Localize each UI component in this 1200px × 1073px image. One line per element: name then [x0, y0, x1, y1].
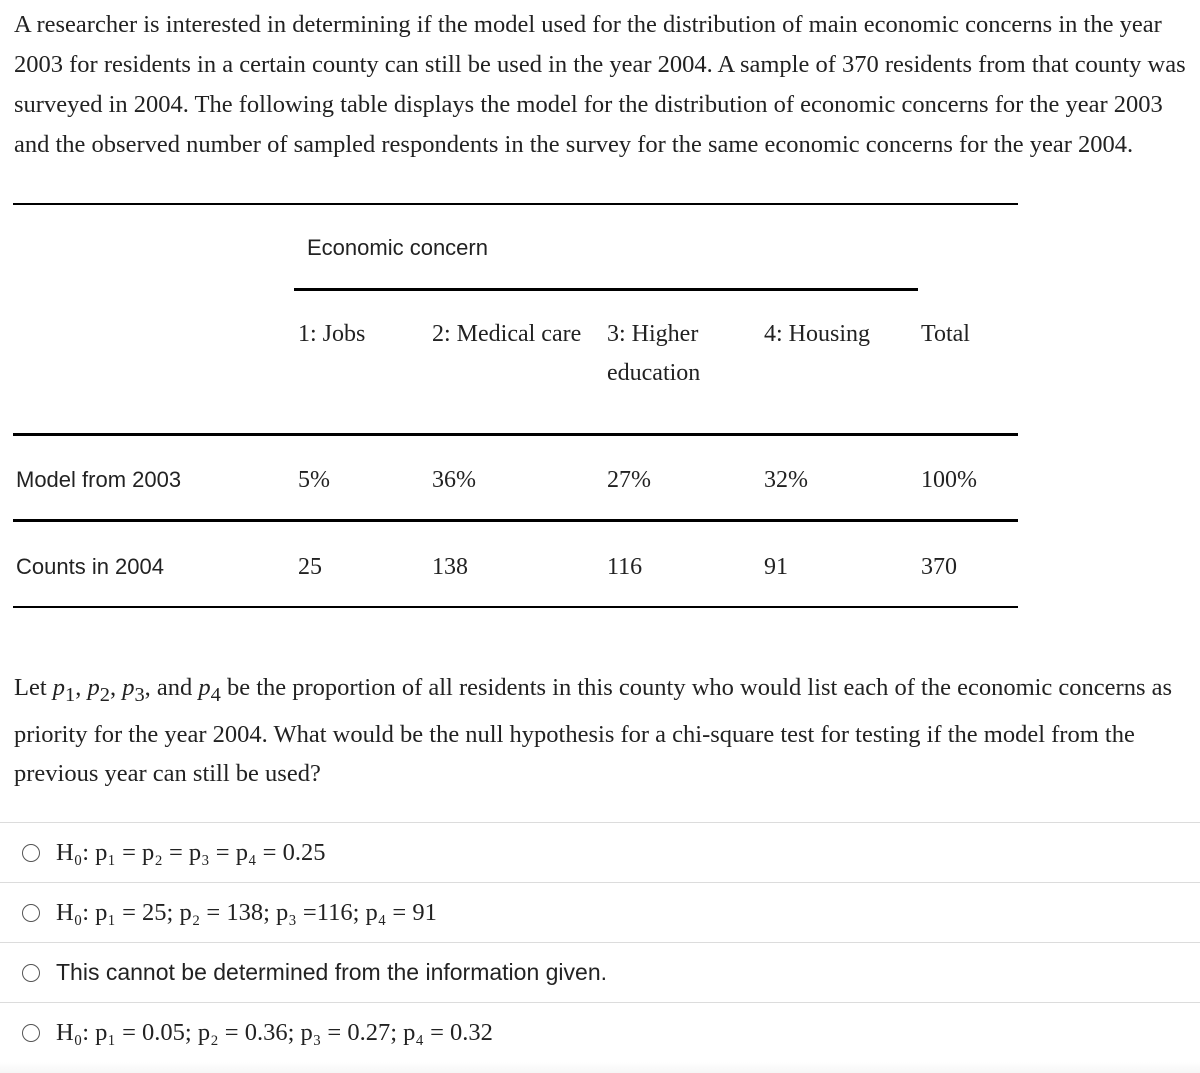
- counts-total: 370: [921, 554, 957, 580]
- header-bottom-rule: [13, 433, 1018, 436]
- model-housing: 32%: [764, 467, 808, 493]
- counts-jobs: 25: [298, 554, 322, 580]
- answer-option-label: H₀: p₁ = 0.05; p₂ = 0.36; p₃ = 0.27; p₄ = 0.32: [56, 1018, 493, 1046]
- p1-subscript: 1: [65, 683, 76, 706]
- model-jobs: 5%: [298, 467, 330, 493]
- p4-subscript: 4: [210, 683, 221, 706]
- table-top-rule: [13, 203, 1018, 205]
- model-total: 100%: [921, 467, 977, 493]
- row-label-model-2003: Model from 2003: [16, 467, 182, 492]
- answer-option-model-proportions[interactable]: [0, 1002, 1200, 1062]
- p4-symbol: p: [198, 674, 211, 701]
- p2-subscript: 2: [99, 683, 110, 706]
- radio-button-icon[interactable]: [22, 904, 40, 922]
- row-label-counts-2004: Counts in 2004: [16, 554, 164, 579]
- bottom-edge: [0, 1062, 1200, 1073]
- question-comma-1: ,: [75, 674, 88, 701]
- question-text: [14, 668, 1189, 793]
- column-header-higher-education: 3: Higher: [607, 321, 699, 347]
- group-header-rule: [294, 288, 918, 291]
- question-let: Let: [14, 674, 47, 701]
- counts-housing: 91: [764, 554, 788, 580]
- question-rest: be the proportion of all residents in this county who would list each of the economic concerns as priority for the year 2004. What would be the null hypothesis for a chi-square test for testing if the model from the previous year can still be used?: [14, 674, 1173, 787]
- model-medical-care: 36%: [432, 467, 476, 493]
- answer-option-equal-proportions[interactable]: [0, 822, 1200, 882]
- counts-medical-care: 138: [432, 554, 468, 580]
- table-bottom-rule: [13, 606, 1018, 608]
- answer-options: [0, 822, 1200, 1062]
- column-header-medical-care: 2: Medical care: [432, 321, 582, 347]
- column-header-total: Total: [921, 321, 970, 347]
- column-header-jobs: 1: Jobs: [298, 321, 366, 347]
- column-header-housing: 4: Housing: [764, 321, 871, 347]
- column-header-higher-education-line2: education: [607, 360, 701, 386]
- answer-option-cannot-determine[interactable]: [0, 942, 1200, 1002]
- problem-intro: A researcher is interested in determining if the model used for the distribution of main economic concerns in the year 2003 for residents in a certain county can still be used in the year 2004. A sample of 370 residents from that county was surveyed in 2004. The following table displays the model for the distribution of economic concerns for the year 2003 and the observed number of sampled respondents in the survey for the same economic concerns for the year 2004.: [14, 11, 1186, 158]
- answer-option-counts[interactable]: [0, 882, 1200, 942]
- answer-option-label: H₀: p₁ = 25; p₂ = 138; p₃ =116; p₄ = 91: [56, 898, 437, 926]
- radio-button-icon[interactable]: [22, 1024, 40, 1042]
- p3-symbol: p: [122, 674, 135, 701]
- p2-symbol: p: [87, 674, 100, 701]
- radio-button-icon[interactable]: [22, 844, 40, 862]
- radio-button-icon[interactable]: [22, 964, 40, 982]
- answer-option-label: This cannot be determined from the information given.: [56, 959, 608, 985]
- p3-subscript: 3: [134, 683, 145, 706]
- counts-higher-education: 116: [607, 554, 643, 580]
- model-higher-education: 27%: [607, 467, 651, 493]
- p1-symbol: p: [52, 674, 66, 701]
- row-divider-rule: [13, 519, 1018, 522]
- question-and: , and: [144, 674, 199, 701]
- table-group-header: Economic concern: [307, 235, 488, 260]
- answer-option-label: H₀: p₁ = p₂ = p₃ = p₄ = 0.25: [56, 838, 326, 866]
- question-comma-2: ,: [109, 674, 123, 701]
